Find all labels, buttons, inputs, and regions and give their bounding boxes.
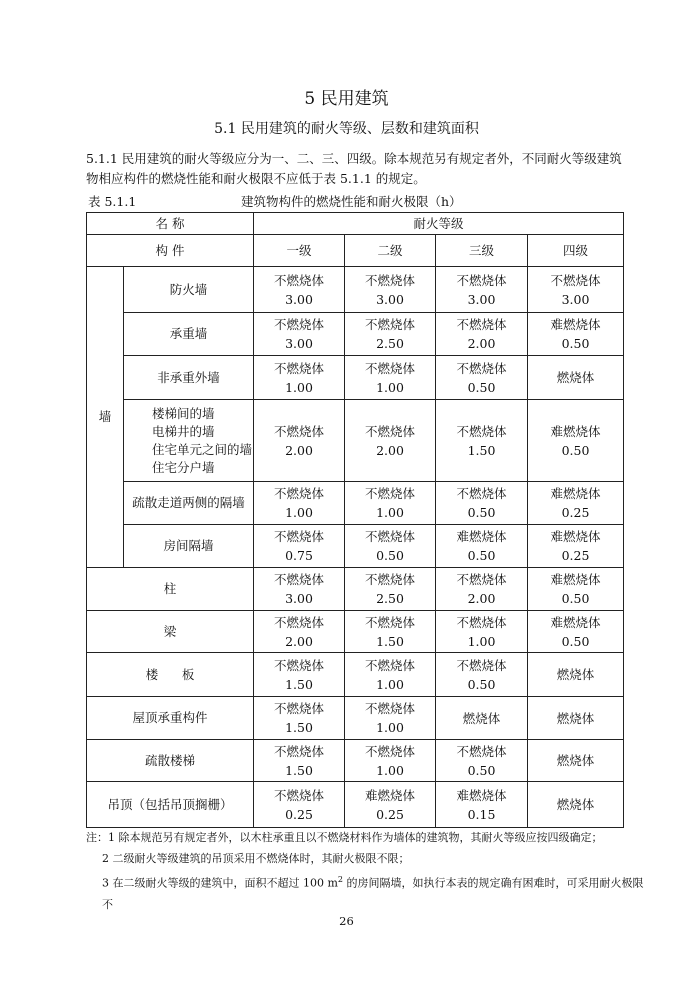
fire-limit-hours: 0.50 — [376, 548, 404, 563]
header-name: 名 称 — [87, 213, 254, 235]
fire-limit-hours: 1.00 — [376, 720, 404, 735]
combustibility: 不燃烧体 — [365, 272, 416, 288]
fire-limit-hours: 0.25 — [285, 806, 313, 822]
grade-2-cell — [345, 782, 436, 828]
fire-limit-hours: 0.50 — [561, 442, 590, 458]
combustibility: 不燃烧体 — [456, 423, 507, 439]
grade-2-cell — [345, 568, 436, 611]
grade-3-cell — [436, 482, 528, 525]
combustibility: 不燃烧体 — [274, 529, 325, 544]
note-3 — [86, 869, 646, 915]
grade-1-cell — [254, 740, 345, 782]
component-name — [124, 400, 254, 482]
grade-4-cell — [528, 782, 624, 828]
combustibility: 不燃烧体 — [274, 572, 325, 587]
fire-limit-hours: 3.00 — [467, 291, 496, 307]
grade-4-cell — [528, 525, 624, 568]
combustibility: 不燃烧体 — [274, 743, 325, 759]
grade-3-cell — [436, 267, 528, 313]
grade-2-cell — [345, 611, 436, 653]
grade-1-cell — [254, 313, 345, 356]
header-component: 构 件 — [87, 235, 254, 267]
combustibility: 不燃烧体 — [274, 486, 325, 501]
note-2: 2 二级耐火等级建筑的吊顶采用不燃烧体时，其耐火极限不限； — [102, 852, 410, 865]
fire-limit-hours: 0.50 — [467, 505, 496, 520]
fire-limit-hours: 1.50 — [285, 676, 313, 692]
component-name-line: 住宅分户墙 — [152, 459, 215, 475]
table-notes — [86, 827, 646, 915]
grade-4-cell — [528, 611, 624, 653]
grade-3-cell — [436, 525, 528, 568]
combustibility: 不燃烧体 — [365, 317, 416, 332]
note-3-superscript: 2 — [337, 875, 344, 884]
combustibility: 不燃烧体 — [274, 701, 325, 716]
fire-limit-hours: 0.50 — [467, 379, 496, 395]
table-row — [87, 740, 624, 782]
table-row — [87, 525, 624, 568]
combustibility: 不燃烧体 — [365, 743, 416, 759]
combustibility: 不燃烧体 — [274, 317, 325, 332]
grade-4-cell — [528, 482, 624, 525]
combustibility: 不燃烧体 — [365, 657, 416, 673]
fire-limit-hours: 2.00 — [285, 442, 313, 458]
header-row-1 — [87, 213, 624, 235]
grade-4-cell — [528, 356, 624, 400]
wall-group-label: 墙 — [87, 267, 124, 568]
component-name: 梁 — [87, 611, 254, 653]
grade-1-cell — [254, 568, 345, 611]
clause-5-1-1-line-1: 5.1.1 民用建筑的耐火等级应分为一、二、三、四级。除本规范另有规定者外，不同耐火等级建筑 — [86, 151, 622, 166]
fire-limit-hours: 0.25 — [561, 548, 590, 563]
combustibility: 难燃烧体 — [550, 529, 601, 544]
grade-2-cell — [345, 740, 436, 782]
component-name: 房间隔墙 — [124, 525, 254, 568]
grade-3-cell — [436, 313, 528, 356]
fire-limit-hours: 1.50 — [467, 442, 496, 458]
combustibility: 不燃烧体 — [456, 743, 507, 759]
grade-1-cell — [254, 482, 345, 525]
table-row — [87, 356, 624, 400]
fire-limit-hours: 1.00 — [285, 379, 313, 395]
combustibility: 不燃烧体 — [456, 317, 507, 332]
grade-2-cell — [345, 653, 436, 697]
combustibility: 不燃烧体 — [456, 614, 507, 630]
header-grade-1: 一级 — [254, 235, 345, 267]
header-grade-3: 三级 — [436, 235, 528, 267]
combustibility: 难燃烧体 — [550, 486, 601, 501]
combustibility: 不燃烧体 — [365, 529, 416, 544]
component-name: 防火墙 — [124, 267, 254, 313]
grade-3-cell — [436, 697, 528, 740]
combustibility: 不燃烧体 — [365, 614, 416, 630]
grade-3-cell — [436, 611, 528, 653]
combustibility: 难燃烧体 — [550, 572, 601, 587]
grade-3-cell — [436, 356, 528, 400]
fire-limit-hours: 0.50 — [467, 762, 496, 778]
chapter-title: 5 民用建筑 — [304, 89, 389, 109]
grade-4-cell — [528, 313, 624, 356]
header-grade-2: 二级 — [345, 235, 436, 267]
grade-4-cell — [528, 697, 624, 740]
component-name-line: 电梯井的墙 — [152, 423, 215, 439]
table-number: 表 5.1.1 — [88, 194, 137, 209]
table-row — [87, 697, 624, 740]
combustibility: 难燃烧体 — [456, 529, 507, 544]
combustibility: 不燃烧体 — [365, 360, 416, 376]
table-row — [87, 267, 624, 313]
grade-3-cell — [436, 653, 528, 697]
grade-2-cell — [345, 267, 436, 313]
table-title: 建筑物构件的燃烧性能和耐火极限（h） — [241, 194, 462, 209]
combustibility: 难燃烧体 — [550, 423, 601, 439]
grade-4-cell — [528, 400, 624, 482]
fire-limit-hours: 1.00 — [376, 379, 404, 395]
combustibility: 燃烧体 — [556, 370, 595, 385]
grade-1-cell — [254, 356, 345, 400]
fire-limit-hours: 1.50 — [285, 762, 313, 778]
grade-3-cell — [436, 400, 528, 482]
fire-limit-hours: 0.25 — [561, 505, 590, 520]
combustibility: 燃烧体 — [556, 753, 595, 768]
fire-limit-hours: 3.00 — [285, 336, 313, 351]
grade-1-cell — [254, 400, 345, 482]
table-row — [87, 482, 624, 525]
table-row — [87, 653, 624, 697]
grade-1-cell — [254, 782, 345, 828]
fire-limit-hours: 1.00 — [285, 505, 313, 520]
grade-1-cell — [254, 653, 345, 697]
combustibility: 燃烧体 — [556, 710, 595, 726]
grade-1-cell — [254, 267, 345, 313]
fire-limit-hours: 0.50 — [467, 676, 496, 692]
combustibility: 不燃烧体 — [274, 614, 325, 630]
grade-2-cell — [345, 356, 436, 400]
combustibility: 不燃烧体 — [274, 423, 325, 439]
page-number: 26 — [339, 914, 354, 928]
grade-2-cell — [345, 697, 436, 740]
grade-4-cell — [528, 568, 624, 611]
table-row — [87, 400, 624, 482]
combustibility: 燃烧体 — [462, 710, 501, 726]
component-name: 疏散楼梯 — [87, 740, 254, 782]
note-1: 注：1 除本规范另有规定者外，以木柱承重且以不燃烧材料作为墙体的建筑物，其耐火等级应按四级确定； — [86, 831, 603, 844]
fire-limit-hours: 0.25 — [376, 806, 404, 822]
grade-1-cell — [254, 697, 345, 740]
fire-limit-hours: 2.00 — [285, 633, 313, 649]
fire-limit-hours: 3.00 — [285, 591, 313, 606]
grade-4-cell — [528, 740, 624, 782]
grade-4-cell — [528, 653, 624, 697]
fire-resistance-table — [86, 212, 624, 828]
fire-limit-hours: 0.50 — [561, 591, 590, 606]
component-name: 非承重外墙 — [124, 356, 254, 400]
grade-3-cell — [436, 782, 528, 828]
fire-limit-hours: 1.00 — [376, 676, 404, 692]
fire-limit-hours: 3.00 — [561, 291, 590, 307]
combustibility: 不燃烧体 — [550, 272, 601, 288]
fire-limit-hours: 0.15 — [467, 806, 496, 822]
fire-limit-hours: 1.50 — [376, 633, 404, 649]
component-name: 屋顶承重构件 — [87, 697, 254, 740]
component-name: 楼 板 — [87, 653, 254, 697]
combustibility: 不燃烧体 — [456, 657, 507, 673]
fire-limit-hours: 0.50 — [561, 336, 590, 351]
component-name-line: 住宅单元之间的墙 — [152, 441, 253, 457]
grade-2-cell — [345, 525, 436, 568]
note-3-text-a: 3 在二级耐火等级的建筑中，面积不超过 100 m — [102, 876, 338, 890]
table-row — [87, 611, 624, 653]
combustibility: 不燃烧体 — [365, 572, 416, 587]
fire-limit-hours: 1.00 — [467, 633, 496, 649]
fire-limit-hours: 0.75 — [285, 548, 313, 563]
grade-2-cell — [345, 313, 436, 356]
section-title: 5.1 民用建筑的耐火等级、层数和建筑面积 — [214, 121, 479, 137]
grade-2-cell — [345, 400, 436, 482]
fire-limit-hours: 2.00 — [467, 591, 496, 606]
table-row — [87, 568, 624, 611]
combustibility: 不燃烧体 — [365, 423, 416, 439]
combustibility: 难燃烧体 — [456, 787, 507, 803]
fire-limit-hours: 2.50 — [376, 336, 404, 351]
fire-limit-hours: 0.50 — [467, 548, 496, 563]
combustibility: 不燃烧体 — [365, 486, 416, 501]
grade-1-cell — [254, 525, 345, 568]
combustibility: 不燃烧体 — [456, 272, 507, 288]
component-name: 承重墙 — [124, 313, 254, 356]
fire-limit-hours: 2.50 — [376, 591, 404, 606]
fire-limit-hours: 1.50 — [285, 720, 313, 735]
combustibility: 不燃烧体 — [456, 572, 507, 587]
combustibility: 难燃烧体 — [550, 614, 601, 630]
grade-1-cell — [254, 611, 345, 653]
component-name: 柱 — [87, 568, 254, 611]
combustibility: 不燃烧体 — [365, 701, 416, 716]
combustibility: 不燃烧体 — [274, 657, 325, 673]
combustibility: 难燃烧体 — [550, 317, 601, 332]
combustibility: 不燃烧体 — [274, 787, 325, 803]
header-fire-grade: 耐火等级 — [254, 213, 624, 235]
grade-2-cell — [345, 482, 436, 525]
table-row — [87, 313, 624, 356]
combustibility: 不燃烧体 — [274, 360, 325, 376]
header-row-2 — [87, 235, 624, 267]
fire-limit-hours: 0.50 — [561, 633, 590, 649]
grade-3-cell — [436, 740, 528, 782]
component-name-line: 楼梯间的墙 — [152, 405, 215, 421]
header-grade-4: 四级 — [528, 235, 624, 267]
fire-limit-hours: 1.00 — [376, 762, 404, 778]
combustibility: 燃烧体 — [556, 667, 595, 682]
combustibility: 不燃烧体 — [456, 486, 507, 501]
component-name: 吊顶（包括吊顶搁栅） — [87, 782, 254, 828]
combustibility: 燃烧体 — [556, 797, 595, 812]
note-3-text-b: 的房间隔墙，如执行本表的规定确有困难时，可采用耐火极限不 — [102, 876, 644, 911]
combustibility: 不燃烧体 — [274, 272, 325, 288]
fire-limit-hours: 2.00 — [376, 442, 404, 458]
table-row — [87, 782, 624, 828]
fire-limit-hours: 3.00 — [285, 291, 313, 307]
combustibility: 不燃烧体 — [456, 360, 507, 376]
grade-3-cell — [436, 568, 528, 611]
component-name: 疏散走道两侧的隔墙 — [124, 482, 254, 525]
fire-limit-hours: 2.00 — [467, 336, 496, 351]
fire-limit-hours: 1.00 — [376, 505, 404, 520]
grade-4-cell — [528, 267, 624, 313]
fire-limit-hours: 3.00 — [376, 291, 404, 307]
clause-5-1-1-line-2: 物相应构件的燃烧性能和耐火极限不应低于表 5.1.1 的规定。 — [86, 171, 426, 186]
combustibility: 难燃烧体 — [365, 787, 416, 803]
